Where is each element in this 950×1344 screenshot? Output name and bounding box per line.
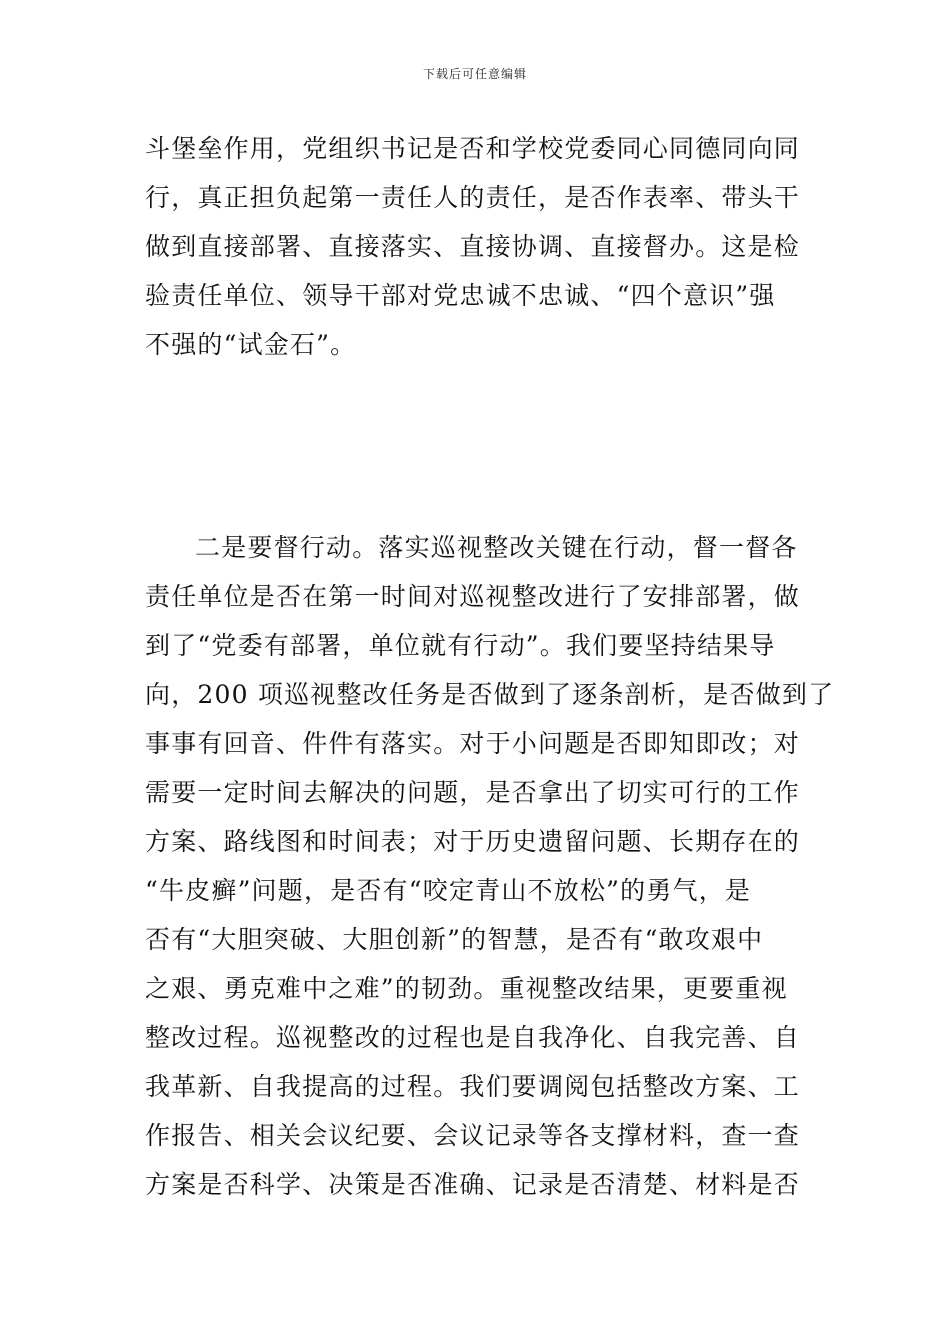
text-line: 否有“大胆突破、大胆创新”的智慧，是否有“敢攻艰中 (145, 925, 764, 954)
text-line: 整改过程。巡视整改的过程也是自我净化、自我完善、自 (145, 1023, 801, 1052)
page-header: 下载后可任意编辑 (422, 67, 527, 81)
text-line: 需要一定时间去解决的问题，是否拿出了切实可行的工作 (145, 778, 801, 807)
text-line: 方案、路线图和时间表；对于历史遗留问题、长期存在的 (145, 827, 801, 856)
text-line: 行，真正担负起第一责任人的责任，是否作表率、带头干 (145, 183, 801, 212)
text-line: 作报告、相关会议纪要、会议记录等各支撑材料，查一查 (145, 1121, 801, 1150)
text-line: 事事有回音、件件有落实。对于小问题是否即知即改；对 (145, 729, 801, 758)
text-line-first: 二是要督行动。落实巡视整改关键在行动，督一督各 (195, 533, 798, 562)
text-line: 方案是否科学、决策是否准确、记录是否清楚、材料是否 (145, 1170, 801, 1199)
text-line: 向，200 项巡视整改任务是否做到了逐条剖析，是否做到了 (145, 680, 835, 709)
text-line: 做到直接部署、直接落实、直接协调、直接督办。这是检 (145, 232, 801, 261)
paragraph-supervise-action (145, 523, 835, 1209)
text-line: 验责任单位、领导干部对党忠诚不忠诚、“四个意识”强 (145, 281, 776, 310)
text-line: 斗堡垒作用，党组织书记是否和学校党委同心同德同向同 (145, 134, 801, 163)
text-line: 责任单位是否在第一时间对巡视整改进行了安排部署，做 (145, 582, 801, 611)
text-line: “牛皮癣”问题，是否有“咬定青山不放松”的勇气，是 (145, 876, 752, 905)
text-line: 到了“党委有部署，单位就有行动”。我们要坚持结果导 (145, 631, 776, 660)
text-line: 我革新、自我提高的过程。我们要调阅包括整改方案、工 (145, 1072, 801, 1101)
text-line: 之艰、勇克难中之难”的韧劲。重视整改结果，更要重视 (145, 974, 788, 1003)
text-line: 不强的“试金石”。 (145, 330, 357, 359)
paragraph-continuation (145, 124, 825, 369)
